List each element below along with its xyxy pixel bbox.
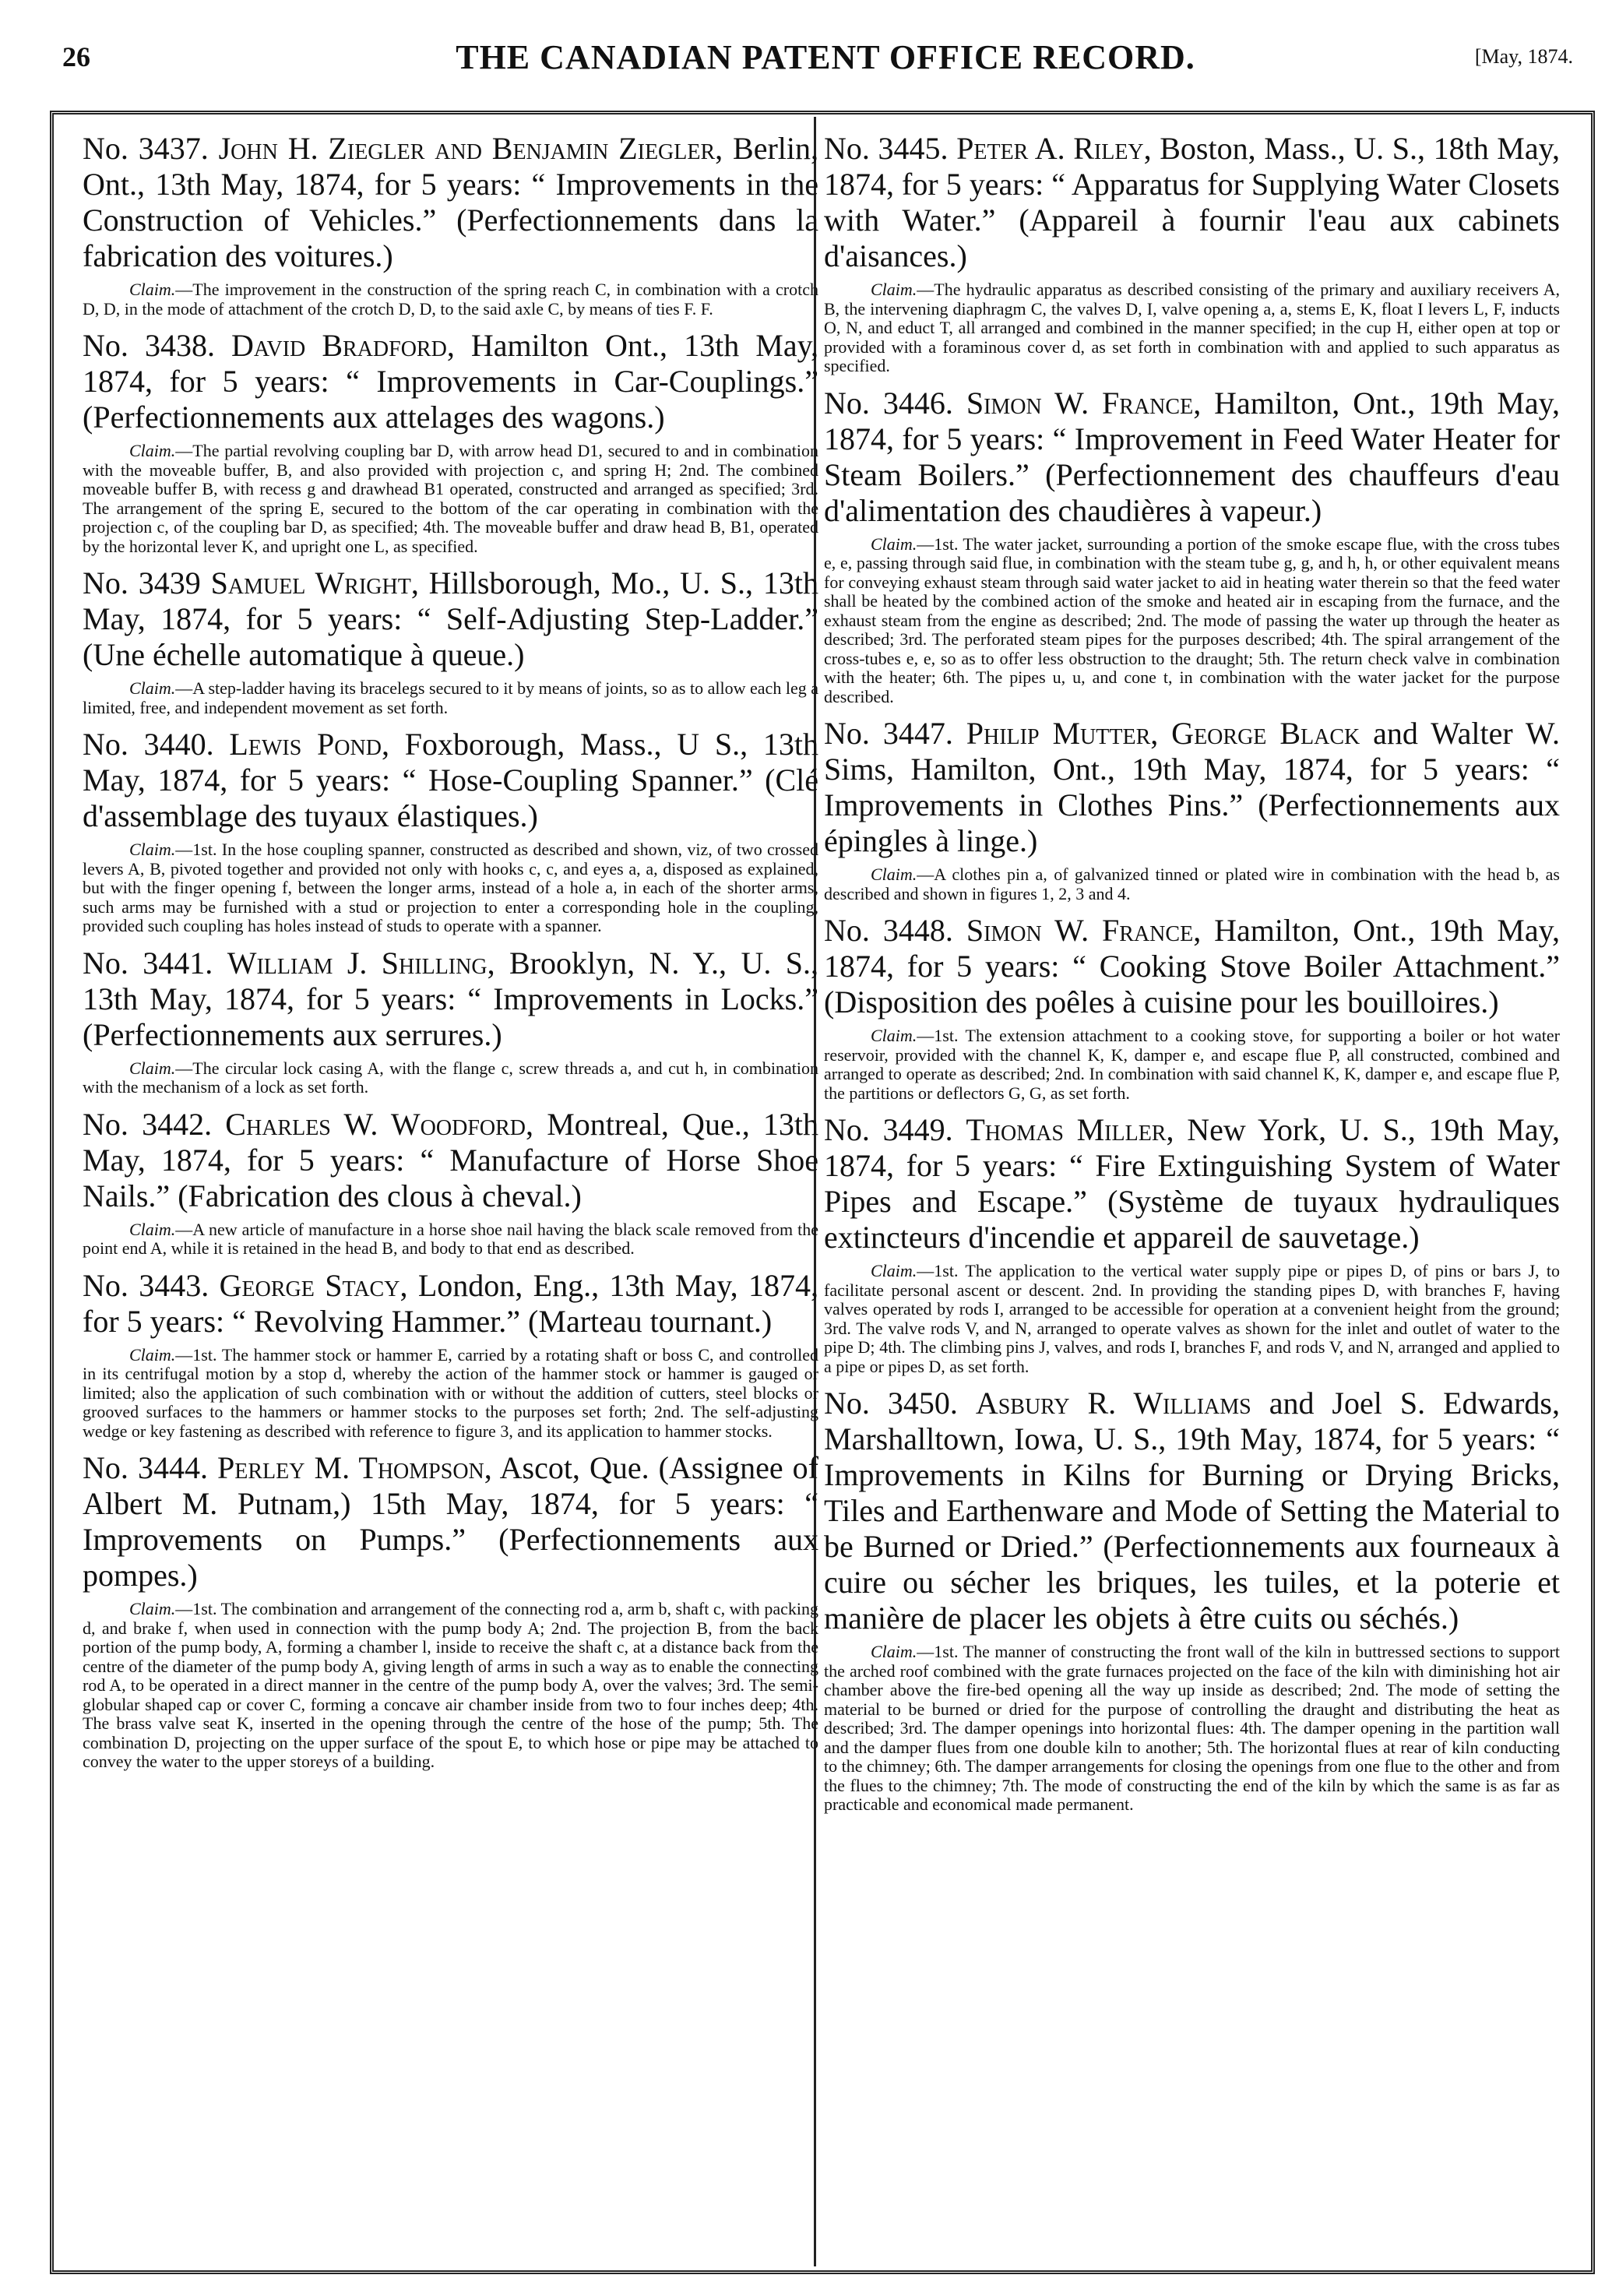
inventor-name: Samuel Wright: [210, 565, 411, 600]
patent-heading: [83, 1450, 818, 1593]
patent-number: No. 3449.: [824, 1112, 953, 1147]
claim-text: —1st. The manner of constructing the front wall of the kiln in buttressed sections to support the arched roof combined with the grate furnaces projected on the face of the kiln with diminishing hot air chamber above the fire-bed opening all the way up inside as described; 2nd. The mode of setting the material to be burned or dried for the purpose of controlling the draught and distributing the heat as described; 3rd. The damper openings into horizontal flues: 4th. The damper opening in the partition wall and the damper flues from one double kiln to another; 5th. The horizontal flues at rear of kiln conducting to the chimney; 6th. The damper arrangements for closing the openings from one flue to the other and from the flues to the chimney; 7th. The mode of constructing the end of the kiln by which the same is as far as practicable and economical made permanent.: [824, 1642, 1560, 1814]
issue-date: [May, 1874.: [1474, 45, 1573, 68]
patent-claim: [824, 865, 1560, 903]
patent-details: , London, Eng., 13th May, 1874, for 5 years: “ Revolving Hammer.” (Marteau tournant.): [83, 1267, 818, 1339]
inventor-name: John H. Ziegler and Benjamin Ziegler: [218, 131, 716, 166]
patent-claim: [824, 280, 1560, 376]
claim-label: Claim.: [871, 534, 917, 554]
claim-label: Claim.: [129, 1599, 176, 1618]
patent-claim: [824, 1262, 1560, 1376]
patent-number: No. 3442.: [83, 1106, 213, 1142]
patent-entry: [824, 913, 1560, 1103]
patent-heading: [824, 716, 1560, 859]
claim-label: Claim.: [129, 840, 176, 859]
claim-label: Claim.: [129, 678, 176, 698]
page-number: 26: [62, 41, 90, 72]
patent-heading: [83, 727, 818, 834]
inventor-name: David Bradford: [231, 328, 447, 363]
patent-claim: [83, 1220, 818, 1259]
claim-label: Claim.: [871, 1026, 917, 1045]
patent-number: No. 3443.: [83, 1267, 209, 1303]
claim-text: —1st. In the hose coupling spanner, constructed as described and shown, viz, of two crossed levers A, B, pivoted together and provided not only with hooks c, c, and eyes a, a, disposed as explained, but with the finger opening f, between the longer arms, instead of a hole a, in each of the shorter arms, such arms may be furnished with a stud or projection to enter a corresponding hole in the coupling, provided such coupling has holes instead of studs to operate with a spanner.: [83, 840, 818, 935]
patent-details: , Hamilton, Ont., 19th May, 1874, for 5 years: “ Improvement in Feed Water Heater for Steam Boilers.” (Perfectionnement des chauffeurs d'eau d'alimentation des chaudières à vapeur.): [824, 385, 1560, 528]
patent-details: , Foxborough, Mass., U S., 13th May, 1874, for 5 years: “ Hose-Coupling Spanner.” (Clé d'assemblage des tuyaux élastiques.): [83, 727, 818, 833]
inventor-name: Simon W. France: [966, 913, 1194, 948]
patent-number: No. 3445.: [824, 131, 949, 166]
patent-entry: [83, 946, 818, 1097]
inventor-name: George Stacy: [219, 1267, 400, 1303]
claim-text: —The hydraulic apparatus as described consisting of the primary and auxiliary receivers A, B, the intervening diaphragm C, the valves D, I, valve opening a, a, stems E, K, float I levers L, F, inducts O, N, and educt T, all arranged and combined in the manner specified; in the cup H, either open at top or provided with a foraminous cover d, as set forth in combination with and applied to such apparatus as specified.: [824, 280, 1560, 375]
claim-label: Claim.: [129, 1219, 176, 1239]
patent-number: No. 3440.: [83, 727, 214, 762]
claim-label: Claim.: [871, 1261, 917, 1280]
patent-details: , Ascot, Que. (Assignee of Albert M. Putnam,) 15th May, 1874, for 5 years: “ Improvements on Pumps.” (Perfectionnements aux pompes.): [83, 1450, 818, 1593]
patent-heading: [83, 1268, 818, 1340]
patent-heading: [824, 1112, 1560, 1255]
inventor-name: William J. Shilling: [227, 945, 487, 981]
inventor-name: Perley M. Thompson: [217, 1450, 484, 1485]
patent-claim: [824, 1643, 1560, 1815]
claim-text: —A step-ladder having its bracelegs secured to it by means of joints, so as to allow each leg a limited, free, and independent movement as set forth.: [83, 678, 818, 717]
patent-details: , Berlin, Ont., 13th May, 1874, for 5 years: “ Improvements in the Construction of Vehicles.” (Perfectionnements dans la fabrication des voitures.): [83, 131, 818, 273]
inventor-name: Lewis Pond: [229, 727, 382, 762]
claim-text: —1st. The water jacket, surrounding a portion of the smoke escape flue, with the cross tubes e, e, passing through said flue, in combination with the steam tube g, g, and h, h, or other equivalent means for conveying exhaust steam through said water jacket to aid in heating water therein so that the feed water shall be heated by the combined action of the smoke and heated air in escaping from the furnace, and the exhaust steam from the engine as described; 2nd. The mode of passing the water up through the heater as described; 3rd. The perforated steam pipes for the purposes described; 4th. The spiral arrangement of the cross-tubes e, e, so as to offer less obstruction to the draught; 5th. The return check valve in combination with the heater; 6th. The pipes u, u, and cone t, in combination with the water jacket for the purpose described.: [824, 534, 1560, 706]
patent-claim: [83, 1059, 818, 1097]
patent-details: and Walter W. Sims, Hamilton, Ont., 19th May, 1874, for 5 years: “ Improvements in Clothes Pins.” (Perfectionnements aux épingles à linge.): [824, 716, 1560, 858]
patent-claim: [83, 1600, 818, 1772]
patent-entry: [83, 1268, 818, 1442]
claim-text: —The circular lock casing A, with the flange c, screw threads a, and cut h, in combination with the mechanism of a lock as set forth.: [83, 1058, 818, 1097]
patent-number: No. 3438.: [83, 328, 215, 363]
patent-heading: [83, 328, 818, 435]
patent-claim: [83, 679, 818, 717]
claim-text: —1st. The combination and arrangement of the connecting rod a, arm b, shaft c, with packing d, and brake f, when used in connection with the pump body A; 2nd. The projection B, from the back portion of the pump body, A, forming a chamber l, inside to receive the shaft c, at a distance back from the centre of the diameter of the pump body A, giving length of arms in such a way as to enable the connecting rod A, to be operated in a direct manner in the centre of the pump body A, over the valves; 3rd. The semi-globular shaped cap or cover C, forming a concave air chamber inside from two to four inches deep; 4th. The brass valve seat K, inserted in the opening through the centre of the hose of the pump; 5th. The combination D, projecting on the upper surface of the spout E, to which hose or pipe may be attached to convey the water to the upper storeys of a building.: [83, 1599, 818, 1771]
patent-claim: [83, 1346, 818, 1442]
claim-label: Claim.: [871, 865, 917, 884]
inventor-name: Simon W. France: [966, 385, 1194, 421]
patent-claim: [824, 535, 1560, 707]
patent-heading: [824, 386, 1560, 529]
publication-title: THE CANADIAN PATENT OFFICE RECORD.: [456, 38, 1195, 76]
claim-text: —The improvement in the construction of the spring reach C, in combination with a crotch D, D, in the mode of attachment of the crotch D, D, to the said axle C, by means of ties F. F.: [83, 280, 818, 319]
claim-label: Claim.: [871, 280, 917, 299]
patent-entry: [824, 131, 1560, 376]
inventor-name: Charles W. Woodford: [225, 1106, 526, 1142]
patent-number: No. 3439: [83, 565, 201, 600]
inventor-name: Asbury R. Williams: [975, 1386, 1251, 1421]
patent-number: No. 3450.: [824, 1386, 958, 1421]
patent-heading: [83, 1107, 818, 1214]
patent-number: No. 3444.: [83, 1450, 208, 1485]
patent-claim: [83, 280, 818, 319]
patent-number: No. 3447.: [824, 716, 953, 751]
patent-entry: [824, 1112, 1560, 1376]
claim-label: Claim.: [129, 441, 176, 460]
patent-entry: [83, 1107, 818, 1259]
claim-text: —1st. The hammer stock or hammer E, carried by a rotating shaft or boss C, and controlled in its centrifugal motion by a stop d, whereby the action of the hammer stock or hammer is gauged or limited; also the application of such combination with or without the addition of cutters, steel blocks or grooved surfaces to the hammers or hammer stocks to the purposes set forth; 2nd. The self-adjusting wedge or key fastening as described with reference to figure 3, and its application to hammer stocks.: [83, 1344, 818, 1441]
claim-text: —The partial revolving coupling bar D, with arrow head D1, secured to and in combination with the moveable buffer, B, and also provided with projection c, and spring H; 2nd. The combined moveable buffer B, with recess g and drawhead B1 operated, constructed and arranged as specified; 3rd. The arrangement of the spring E, secured to the bottom of the car operating in combination with the projection c, of the coupling bar D, as specified; 4th. The moveable buffer and draw head B, B1, operated by the horizontal lever K, and upright one L, as specified.: [83, 441, 818, 556]
patent-heading: [83, 565, 818, 673]
patent-details: , Montreal, Que., 13th May, 1874, for 5 years: “ Manufacture of Horse Shoe Nails.” (Fabrication des clous à cheval.): [83, 1106, 818, 1213]
claim-label: Claim.: [129, 1058, 176, 1078]
patent-number: No. 3446.: [824, 385, 953, 421]
patent-details: and Joel S. Edwards, Marshalltown, Iowa, U. S., 19th May, 1874, for 5 years: “ Improvements in Kilns for Burning or Drying Bricks, Tiles and Earthenware and Mode of Setting the Material to be Burned or Dried.” (Perfectionnements aux fourneaux à cuire ou sécher les briques, les tuiles, et la poterie et manière de placer les objets à être cuits ou séchés.): [824, 1386, 1560, 1636]
patent-claim: [824, 1027, 1560, 1103]
patent-number: No. 3441.: [83, 945, 213, 981]
patent-details: , New York, U. S., 19th May, 1874, for 5 years: “ Fire Extinguishing System of Water Pipes and Escape.” (Système de tuyaux hydrauliques extincteurs d'incendie et appareil de sauvetage.): [824, 1112, 1560, 1255]
patent-heading: [824, 1386, 1560, 1636]
patent-heading: [824, 131, 1560, 274]
claim-text: —1st. The application to the vertical water supply pipe or pipes D, of pins or bars J, to facilitate personal ascent or descent. 2nd. In providing the standing pipes D, with branches F, having valves operated by rods I, arranged to be accessible for operation at a convenient height from the ground; 3rd. The valve rods V, and N, arranged to operate valves as shown for the inlet and outlet of water to the pipe D; 4th. The climbing pins J, valves, and rods I, branches F, and rods V, and N, arranged and applied to a pipe or pipes D, as set forth.: [824, 1261, 1560, 1376]
patent-details: , Hamilton Ont., 13th May, 1874, for 5 years: “ Improvements in Car-Couplings.” (Perfectionnements aux attelages des wagons.): [83, 328, 818, 435]
patent-entry: [83, 131, 818, 319]
claim-label: Claim.: [129, 280, 176, 299]
patent-number: No. 3448.: [824, 913, 953, 948]
claim-label: Claim.: [871, 1642, 917, 1661]
patent-heading: [83, 131, 818, 274]
claim-text: —A clothes pin a, of galvanized tinned or plated wire in combination with the head b, as described and shown in figures 1, 2, 3 and 4.: [824, 865, 1560, 903]
patent-entry: [83, 328, 818, 556]
patent-details: , Brooklyn, N. Y., U. S., 13th May, 1874, for 5 years: “ Improvements in Locks.” (Perfectionnements aux serrures.): [83, 945, 818, 1052]
patent-claim: [83, 442, 818, 556]
patent-claim: [83, 840, 818, 936]
left-column: [83, 131, 818, 2257]
page-header: [62, 34, 1589, 89]
patent-entry: [824, 386, 1560, 707]
inventor-name: Philip Mutter, George Black: [966, 716, 1360, 751]
patent-number: No. 3437.: [83, 131, 209, 166]
patent-entry: [83, 565, 818, 717]
patent-entry: [824, 716, 1560, 903]
inventor-name: Thomas Miller: [966, 1112, 1167, 1147]
patent-entry: [83, 1450, 818, 1772]
claim-text: —A new article of manufacture in a horse shoe nail having the black scale removed from the point end A, while it is retained in the head B, and body to that end as described.: [83, 1219, 818, 1258]
patent-details: , Hamilton, Ont., 19th May, 1874, for 5 years: “ Cooking Stove Boiler Attachment.” (Disposition des poêles à cuisine pour les bouilloires.): [824, 913, 1560, 1019]
patent-entry: [83, 727, 818, 936]
patent-details: , Boston, Mass., U. S., 18th May, 1874, for 5 years: “ Apparatus for Supplying Water Closets with Water.” (Appareil à fournir l'eau aux cabinets d'aisances.): [824, 131, 1560, 273]
inventor-name: Peter A. Riley: [956, 131, 1144, 166]
patent-details: , Hillsborough, Mo., U. S., 13th May, 1874, for 5 years: “ Self-Adjusting Step-Ladder.” (Une échelle automatique à queue.): [83, 565, 818, 672]
patent-heading: [83, 946, 818, 1053]
claim-text: —1st. The extension attachment to a cooking stove, for supporting a boiler or hot water reservoir, provided with the channel K, K, damper e, and escape flue P, all constructed, combined and arranged to operate as described; 2nd. In combination with said channel K, K, damper e, and escape flue P, the partitions or deflectors G, G, as set forth.: [824, 1026, 1560, 1103]
patent-heading: [824, 913, 1560, 1020]
patent-entry: [824, 1386, 1560, 1815]
right-column: [824, 131, 1560, 2257]
claim-label: Claim.: [129, 1344, 176, 1365]
